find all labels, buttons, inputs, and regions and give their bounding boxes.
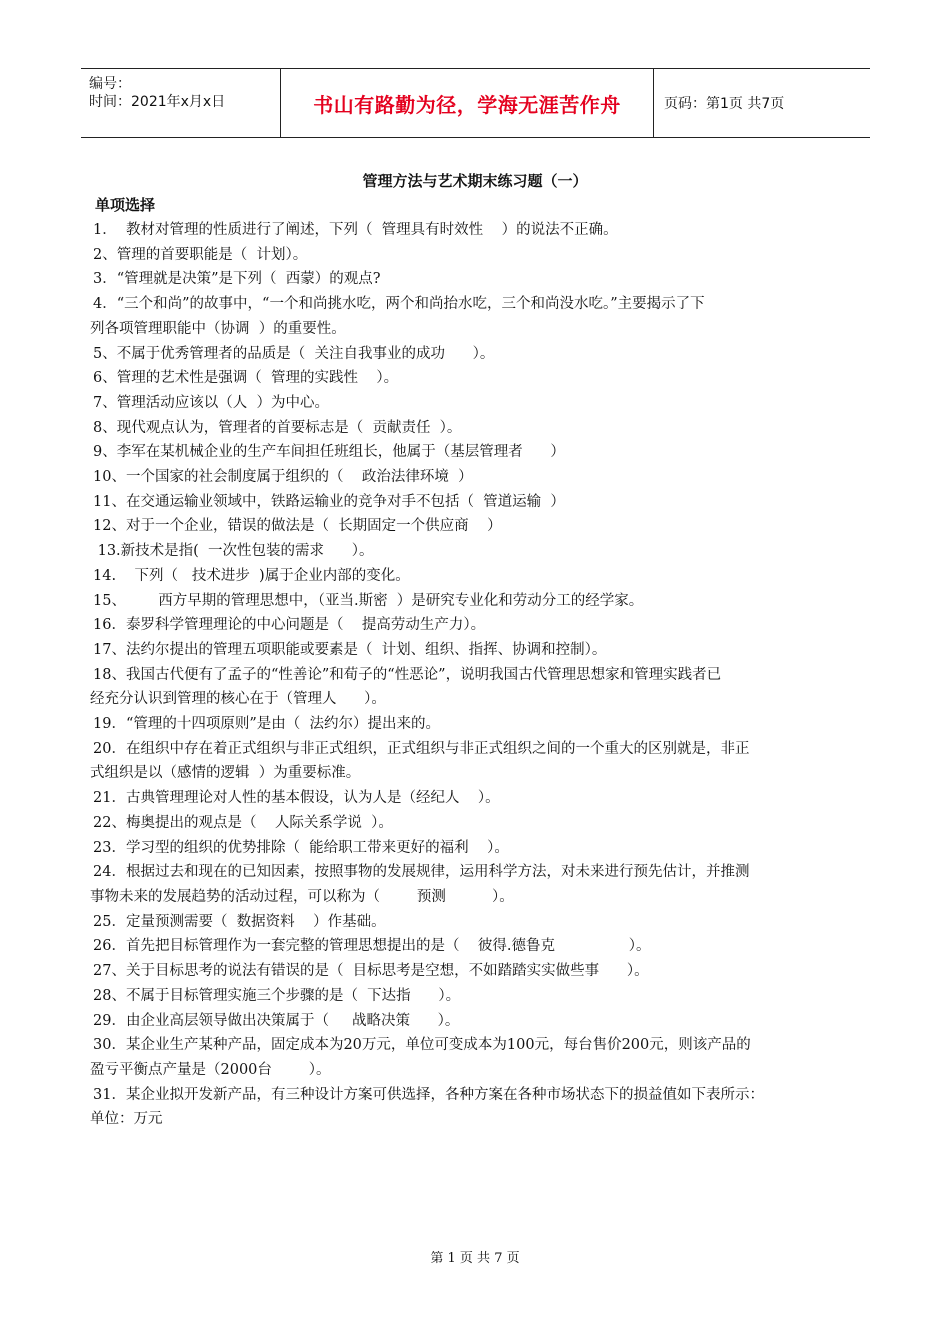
page-title: 管理方法与艺术期末练习题（一） <box>362 172 588 190</box>
question-text-continued: 式组织是以（感情的逻辑 ）为重要标准。 <box>90 765 361 782</box>
question-item <box>93 613 858 638</box>
question-text: 27、关于目标思考的说法有错误的是（ 目标思考是空想，不如踏踏实实做些事 ）。 <box>93 963 649 980</box>
question-item <box>93 811 858 836</box>
question-text: 13.新技术是指( 一次性包装的需求 ）。 <box>93 543 374 560</box>
page-footer: 第 1 页 共 7 页 <box>430 1251 520 1266</box>
question-item <box>93 391 858 416</box>
question-text: 21．古典管理理论对人性的基本假设，认为人是（经纪人 ）。 <box>93 790 500 807</box>
question-item <box>93 934 858 959</box>
question-text: 1． 教材对管理的性质进行了阐述，下列（ 管理具有时效性 ）的说法不正确。 <box>93 222 618 238</box>
question-text: 20．在组织中存在着正式组织与非正式组织，正式组织与非正式组织之间的一个重大的区别就是，非正 <box>93 740 750 757</box>
question-item <box>93 959 858 984</box>
question-text: 25．定量预测需要（ 数据资料 ）作基础。 <box>93 913 386 930</box>
question-text: 23．学习型的组织的优势排除（ 能给职工带来更好的福利 ）。 <box>93 839 509 856</box>
question-item <box>90 1033 858 1082</box>
question-text-continued: 盈亏平衡点产量是（2000台 ）。 <box>90 1061 331 1078</box>
header-meta-cell <box>81 69 281 137</box>
doc-code-label: 编号： <box>89 76 131 92</box>
question-item <box>93 514 858 539</box>
question-text-continued: 单位：万元 <box>90 1111 163 1128</box>
question-text: 19．“管理的十四项原则”是由（ 法约尔）提出来的。 <box>93 716 440 733</box>
question-item <box>90 292 858 341</box>
question-text-continued: 事物未来的发展趋势的活动过程，可以称为（ 预测 ）。 <box>90 888 514 905</box>
question-text: 29．由企业高层领导做出决策属于（ 战略决策 ）。 <box>93 1012 460 1029</box>
question-text: 7、管理活动应该以（人 ）为中心。 <box>93 394 329 411</box>
question-item <box>90 663 858 712</box>
question-text: 16．泰罗科学管理理论的中心问题是（ 提高劳动生产力）。 <box>93 617 486 634</box>
question-item <box>93 342 858 367</box>
question-text: 24．根据过去和现在的已知因素，按照事物的发展规律，运用科学方法，对未来进行预先估计，并推测 <box>93 864 750 881</box>
question-text: 28、不属于目标管理实施三个步骤的是（ 下达指 ）。 <box>93 987 461 1004</box>
question-item <box>93 712 858 737</box>
question-text: 30．某企业生产某种产品，固定成本为20万元，单位可变成本为100元，每台售价200元，则该产品的 <box>93 1037 751 1054</box>
question-text: 4．“三个和尚”的故事中，“一个和尚挑水吃，两个和尚抬水吃，三个和尚没水吃。”主要揭示了下 <box>93 296 705 313</box>
question-item <box>93 218 858 243</box>
question-text: 18、我国古代便有了孟子的“性善论”和荀子的“性恶论”，说明我国古代管理思想家和管理实践者已 <box>93 666 722 683</box>
question-item <box>90 860 858 909</box>
question-text-continued: 列各项管理职能中（协调 ）的重要性。 <box>90 320 346 337</box>
header-motto-cell <box>281 69 654 137</box>
question-text: 8、现代观点认为，管理者的首要标志是（ 贡献责任 ）。 <box>93 419 462 436</box>
question-item <box>93 638 858 663</box>
question-item <box>93 984 858 1009</box>
question-text: 10、一个国家的社会制度属于组织的（ 政治法律环境 ） <box>93 469 473 486</box>
question-item <box>93 589 858 614</box>
question-text-continued: 经充分认识到管理的核心在于（管理人 ）。 <box>90 691 386 708</box>
question-text: 17、法约尔提出的管理五项职能或要素是（ 计划、组织、指挥、协调和控制）。 <box>93 641 607 658</box>
question-item <box>93 416 858 441</box>
question-item <box>93 490 858 515</box>
question-text: 2、管理的首要职能是（ 计划）。 <box>93 246 308 263</box>
question-text: 14. 下列（ 技术进步 )属于企业内部的变化。 <box>93 567 410 584</box>
question-text: 11、在交通运输业领域中，铁路运输业的竞争对手不包括（ 管道运输 ） <box>93 493 565 510</box>
question-text: 9、李军在某机械企业的生产车间担任班组长，他属于（基层管理者 ） <box>93 444 565 461</box>
header-page-cell <box>654 69 870 137</box>
motto-text: 书山有路勤为径，学海无涯苦作舟 <box>313 92 621 117</box>
question-text: 26．首先把目标管理作为一套完整的管理思想提出的是（ 彼得.德鲁克 ）。 <box>93 938 651 955</box>
question-item <box>93 440 858 465</box>
question-item <box>93 465 858 490</box>
question-text: 6、管理的艺术性是强调（ 管理的实践性 ）。 <box>93 370 399 387</box>
question-text: 5、不属于优秀管理者的品质是（ 关注自我事业的成功 ）。 <box>93 345 495 362</box>
question-text: 15、 西方早期的管理思想中，（亚当.斯密 ）是研究专业化和劳动分工的经学家。 <box>93 592 644 609</box>
header-table <box>81 68 870 138</box>
question-item <box>93 786 858 811</box>
question-text: 3．“管理就是决策”是下列（ 西蒙）的观点? <box>93 271 381 288</box>
question-text: 31．某企业拟开发新产品，有三种设计方案可供选择，各种方案在各种市场状态下的损益值如下表所示： <box>93 1086 764 1103</box>
question-item <box>90 737 858 786</box>
question-item <box>93 910 858 935</box>
question-item <box>93 366 858 391</box>
question-item <box>93 243 858 268</box>
question-text: 12、对于一个企业，错误的做法是（ 长期固定一个供应商 ） <box>93 518 502 535</box>
question-item <box>93 539 858 564</box>
question-item <box>93 267 858 292</box>
question-item <box>93 836 858 861</box>
question-text: 22、梅奥提出的观点是（ 人际关系学说 ）。 <box>93 814 393 831</box>
question-item <box>93 564 858 589</box>
page-number-label: 页码：第1页 共7页 <box>664 96 785 112</box>
doc-time-label: 时间：2021年x月x日 <box>89 94 226 110</box>
section-title: 单项选择 <box>95 196 156 214</box>
question-item <box>93 1009 858 1034</box>
question-item <box>90 1083 858 1132</box>
question-list <box>90 218 858 1132</box>
